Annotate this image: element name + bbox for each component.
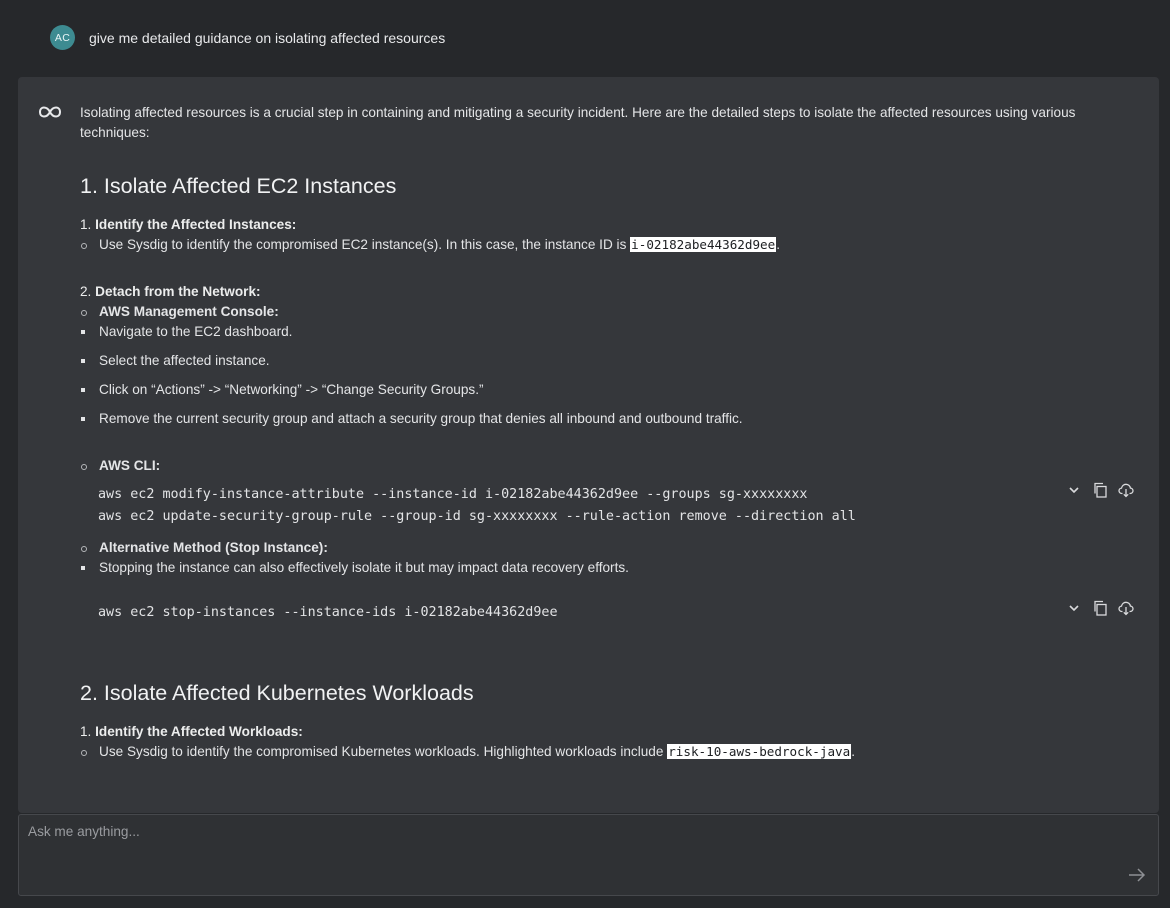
section-heading-kubernetes: 2. Isolate Affected Kubernetes Workloads xyxy=(80,681,474,705)
step-title: Identify the Affected Instances: xyxy=(95,217,297,232)
send-arrow-icon[interactable] xyxy=(1128,867,1146,883)
list-item xyxy=(80,235,1120,255)
code-line: aws ec2 modify-instance-attribute --instance-id i-02182abe44362d9ee --groups sg-xxxxxxxx xyxy=(98,487,808,502)
section-heading-ec2: 1. Isolate Affected EC2 Instances xyxy=(80,174,397,198)
step-identify-workloads xyxy=(80,722,1120,742)
chat-input[interactable] xyxy=(28,824,1088,839)
list-item-text: Use Sysdig to identify the compromised EC2 instance(s). In this case, the instance ID is xyxy=(99,237,631,252)
instance-id-highlight: i-02182abe44362d9ee xyxy=(631,237,776,252)
list-item: Stopping the instance can also effectively isolate it but may impact data recovery efforts. xyxy=(80,558,1120,578)
code-line: aws ec2 update-security-group-rule --group-id sg-xxxxxxxx --rule-action remove --direction all xyxy=(98,509,856,524)
chat-input-box[interactable] xyxy=(18,814,1159,896)
step-number: 1. xyxy=(80,724,92,739)
list-item-suffix: . xyxy=(851,744,855,759)
step-title: Identify the Affected Workloads: xyxy=(95,724,303,739)
response-intro: Isolating affected resources is a crucial step in containing and mitigating a security incident. Here are the detailed steps to isolate the affected resources using various techniques: xyxy=(80,105,1076,140)
list-item: Click on “Actions” -> “Networking” -> “Change Security Groups.” xyxy=(80,380,1120,400)
step-identify-instances xyxy=(80,215,1120,235)
step-number: 2. xyxy=(80,284,92,299)
cloud-download-icon[interactable] xyxy=(1118,482,1134,498)
code-toolbar xyxy=(1066,600,1134,616)
list-item xyxy=(80,742,1120,762)
console-subheading: AWS Management Console: xyxy=(80,302,1120,322)
code-block-stop[interactable] xyxy=(80,602,1120,624)
code-block-cli[interactable] xyxy=(80,484,1120,528)
step-number: 1. xyxy=(80,217,92,232)
step-detach-network xyxy=(80,282,1120,302)
code-line: aws ec2 stop-instances --instance-ids i-02182abe44362d9ee xyxy=(98,605,558,620)
chevron-down-icon[interactable] xyxy=(1066,600,1082,616)
code-toolbar xyxy=(1066,482,1134,498)
list-item-suffix: . xyxy=(776,237,780,252)
list-item: Navigate to the EC2 dashboard. xyxy=(80,322,1120,342)
response-content xyxy=(80,103,1120,762)
cloud-download-icon[interactable] xyxy=(1118,600,1134,616)
user-message xyxy=(50,25,445,50)
list-item: Select the affected instance. xyxy=(80,351,1120,371)
copy-icon[interactable] xyxy=(1092,600,1108,616)
list-item-text: Use Sysdig to identify the compromised Kubernetes workloads. Highlighted workloads include xyxy=(99,744,668,759)
user-prompt: give me detailed guidance on isolating affected resources xyxy=(89,29,446,46)
list-item: Remove the current security group and attach a security group that denies all inbound and outbound traffic. xyxy=(80,409,1120,429)
chevron-down-icon[interactable] xyxy=(1066,482,1082,498)
assistant-response-panel xyxy=(18,77,1159,813)
step-title: Detach from the Network: xyxy=(95,284,261,299)
workload-highlight: risk-10-aws-bedrock-java xyxy=(668,744,851,759)
copy-icon[interactable] xyxy=(1092,482,1108,498)
avatar: AC xyxy=(50,25,75,50)
alt-method-subheading: Alternative Method (Stop Instance): xyxy=(80,538,1120,558)
cli-subheading: AWS CLI: xyxy=(80,456,1120,476)
infinity-icon xyxy=(37,104,63,120)
